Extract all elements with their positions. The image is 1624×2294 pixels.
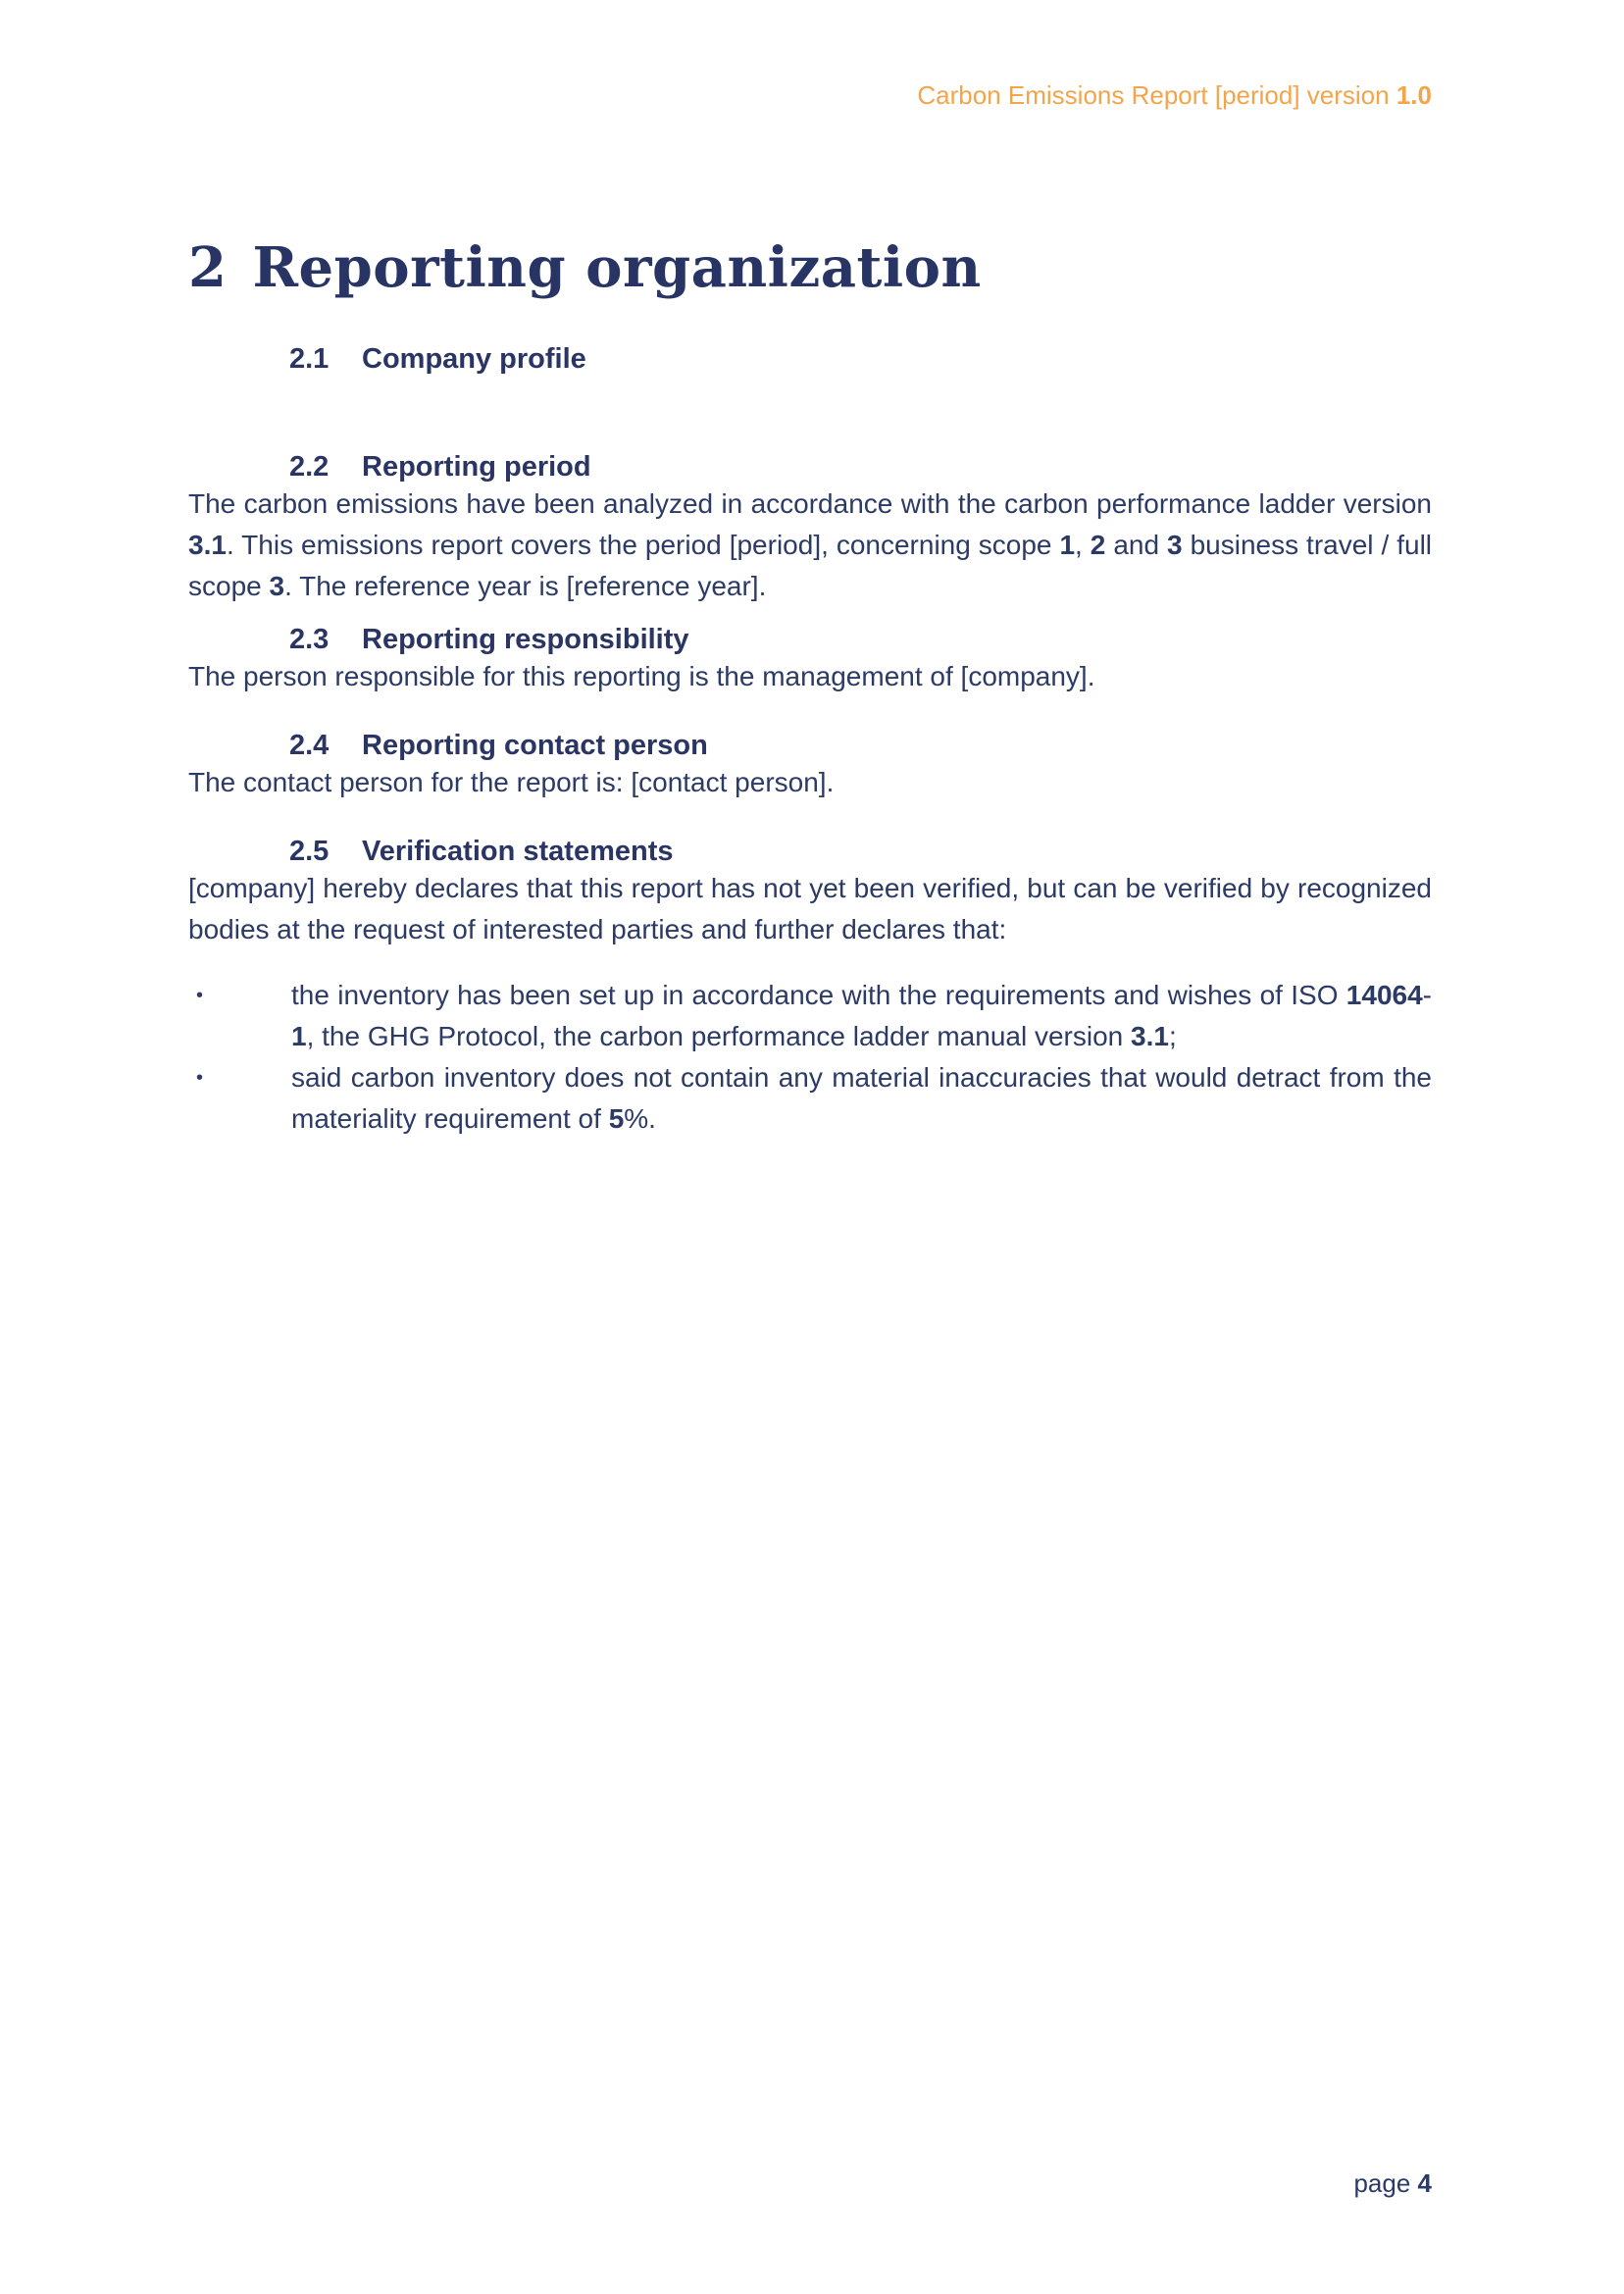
page-content	[188, 233, 1432, 1140]
section-paragraph: The person responsible for this reporting is the management of [company].	[188, 661, 1095, 691]
verification-bullet-list	[188, 975, 1432, 1140]
page-number: page 4	[1353, 2168, 1432, 2198]
section-heading	[188, 729, 1432, 762]
section-number: 2.5	[289, 836, 330, 867]
list-item-text: the inventory has been set up in accordance with the requirements and wishes of ISO 14064-1, the GHG Protocol, the carbon performance ladder manual version 3.1;	[291, 980, 1432, 1051]
section-paragraph: The carbon emissions have been analyzed in accordance with the carbon performance ladder version 3.1. This emissions report covers the period [period], concerning scope 1, 2 and 3 business travel / full scope 3. The reference year is [reference year].	[188, 488, 1433, 601]
section-paragraph: The contact person for the report is: [contact person].	[188, 767, 835, 797]
section-number: 2.3	[289, 624, 330, 655]
list-item-text: said carbon inventory does not contain any material inaccuracies that would detract from the materiality requirement of 5%.	[291, 1062, 1432, 1134]
chapter-title: Reporting organization	[252, 235, 982, 300]
bullet-icon: •	[196, 985, 204, 1006]
section-number: 2.4	[289, 730, 330, 761]
list-item	[188, 1057, 1432, 1140]
section-reporting-period	[188, 450, 1432, 607]
section-number: 2.1	[289, 343, 330, 375]
section-title: Company profile	[362, 343, 586, 375]
list-item	[188, 975, 1432, 1057]
section-title: Reporting contact person	[362, 730, 708, 761]
section-paragraph: [company] hereby declares that this report has not yet been verified, but can be verified by recognized bodies at the request of interested parties and further declares that:	[188, 873, 1432, 944]
chapter-heading	[188, 233, 1432, 302]
section-number: 2.2	[289, 451, 330, 483]
section-heading	[188, 450, 1432, 484]
section-company-profile	[188, 342, 1432, 376]
section-heading	[188, 623, 1432, 656]
section-heading	[188, 342, 1432, 376]
chapter-number: 2	[188, 235, 228, 300]
section-title: Reporting responsibility	[362, 624, 689, 655]
section-title: Reporting period	[362, 451, 591, 483]
section-reporting-responsibility	[188, 623, 1432, 697]
section-verification-statements	[188, 835, 1432, 1140]
section-title: Verification statements	[362, 836, 674, 867]
section-reporting-contact-person	[188, 729, 1432, 803]
page-header-title: Carbon Emissions Report [period] version 1.0	[917, 80, 1432, 110]
bullet-icon: •	[196, 1067, 204, 1089]
section-heading	[188, 835, 1432, 868]
